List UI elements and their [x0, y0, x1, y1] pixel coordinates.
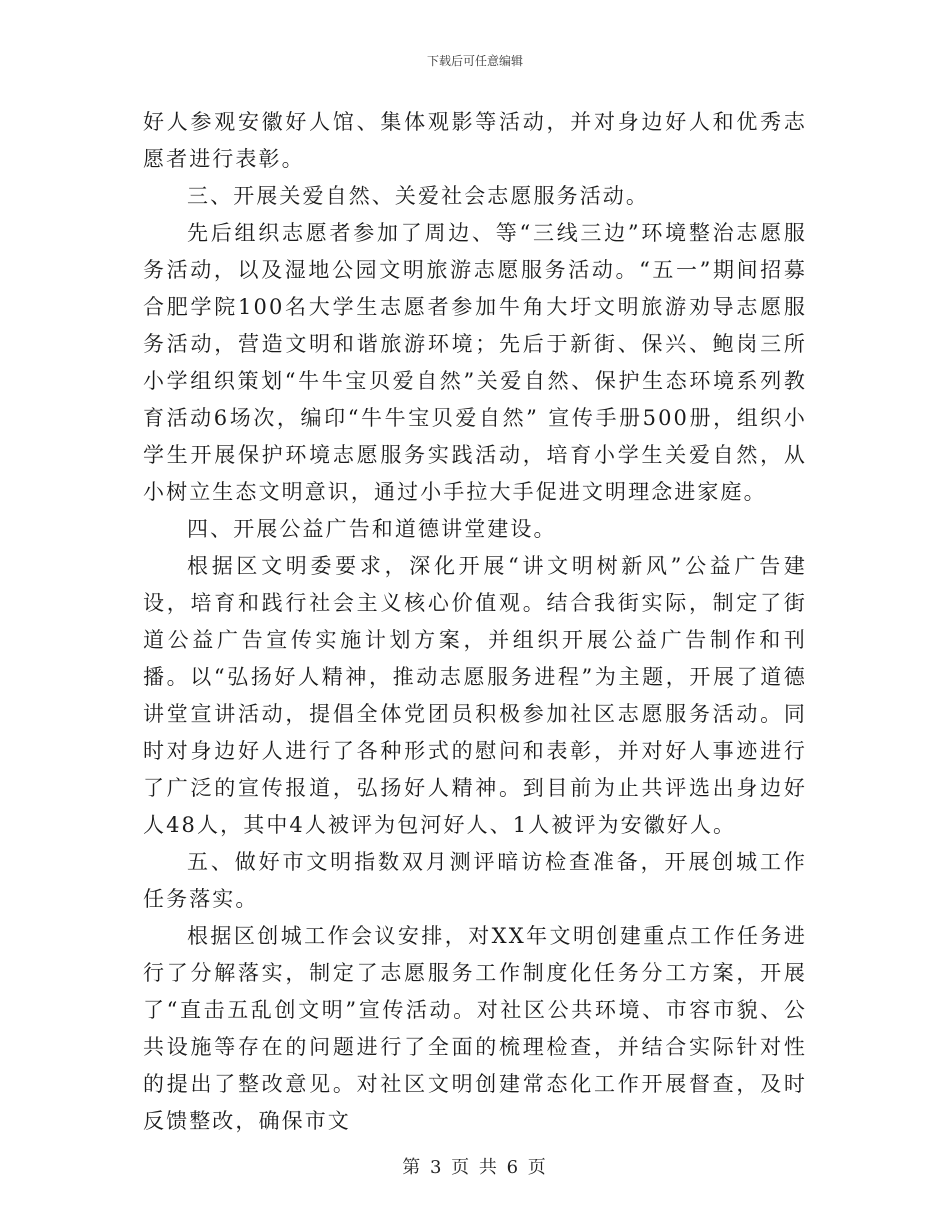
section-heading-3: 三、开展关爱自然、关爱社会志愿服务活动。 — [187, 184, 649, 208]
paragraph-1: 好人参观安徽好人馆、集体观影等活动，并对身边好人和优秀志愿者进行表彰。 — [143, 110, 807, 171]
document-body — [143, 104, 807, 1140]
paragraph-2: 先后组织志愿者参加了周边、等“三线三边”环境整治志愿服务活动，以及湿地公园文明旅游志愿服务活动。“五一”期间招募合肥学院100名大学生志愿者参加牛角大圩文明旅游劝导志愿服务活动，营造文明和谐旅游环境；先后于新街、保兴、鲍岗三所小学组织策划“牛牛宝贝爱自然”关爱自然、保护生态环境系列教育活动6场次，编印“牛牛宝贝爱自然” 宣传手册500册，组织小学生开展保护环境志愿服务实践活动，培育小学生关爱自然，从小树立生态文明意识，通过小手拉大手促进文明理念进家庭。 — [143, 221, 807, 504]
section-heading-5: 五、做好市文明指数双月测评暗访检查准备，开展创城工作任务落实。 — [143, 850, 807, 911]
paragraph-3: 根据区文明委要求，深化开展“讲文明树新风”公益广告建设，培育和践行社会主义核心价值观。结合我街实际，制定了街道公益广告宣传实施计划方案，并组织开展公益广告制作和刊播。以“弘扬好人精神，推动志愿服务进程”为主题，开展了道德讲堂宣讲活动，提倡全体党团员积极参加社区志愿服务活动。同时对身边好人进行了各种形式的慰问和表彰，并对好人事迹进行了广泛的宣传报道，弘扬好人精神。到目前为止共评选出身边好人48人，其中4人被评为包河好人、1人被评为安徽好人。 — [143, 554, 807, 837]
page-header: 下载后可任意编辑 — [426, 54, 523, 68]
page-number-footer: 第 3 页 共 6 页 — [402, 1157, 548, 1178]
paragraph-4: 根据区创城工作会议安排，对XX年文明创建重点工作任务进行了分解落实，制定了志愿服务工作制度化任务分工方案，开展了“直击五乱创文明”宣传活动。对社区公共环境、市容市貌、公共设施等存在的问题进行了全面的梳理检查，并结合实际针对性的提出了整改意见。对社区文明创建常态化工作开展督查，及时反馈整改，确保市文 — [143, 924, 807, 1133]
section-heading-4: 四、开展公益广告和道德讲堂建设。 — [187, 517, 557, 541]
